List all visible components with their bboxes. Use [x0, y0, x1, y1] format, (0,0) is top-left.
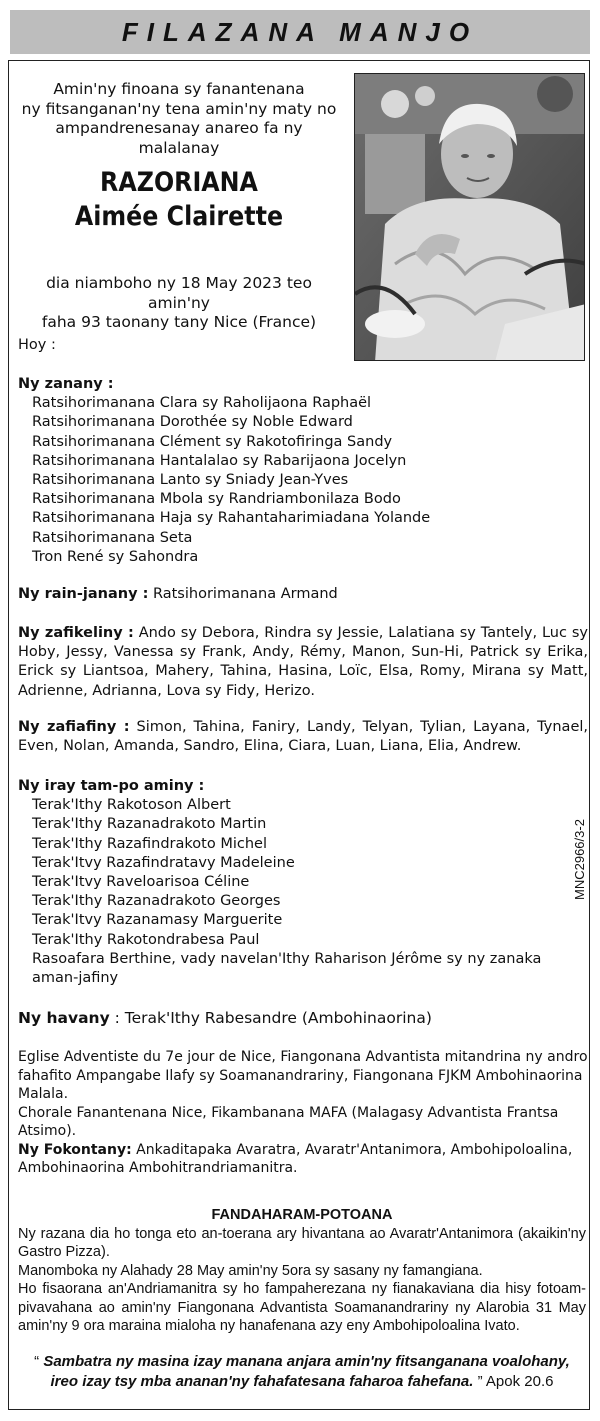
list-item: Ratsihorimanana Clément sy Rakotofiringa Sandy [32, 433, 393, 450]
death-line: faha 93 taonany tany Nice (France) [41, 313, 317, 331]
intro-line: ny fitsanganan'ny tena amin'ny maty no [21, 99, 337, 118]
choirs-text: Chorale Fanantenana Nice, Fikambanana MAFA (Malagasy Advantista Frantsa Atsimo). [18, 1104, 559, 1139]
list-item: Ratsihorimanana Hantalalao sy Rabarijaona Jocelyn [32, 452, 407, 469]
list-item: Terak'Ithy Rakotoson Albert [32, 797, 231, 814]
list-item: Terak'Ithy Razafindrakoto Michel [32, 835, 267, 852]
list-item: Ratsihorimanana Clara sy Raholijaona Raphaël [32, 395, 372, 412]
grandchildren-section [18, 624, 588, 701]
churches-text: Eglise Adventiste du 7e jour de Nice, Fiangonana Advantista mitandrina ny andro fahafito Ampangabe Ilafy sy Soamanandrariny, Fiangonana FJKM Ambohinaorina Malala. [18, 1049, 588, 1102]
in-laws-section [18, 585, 588, 604]
siblings-section [18, 777, 573, 988]
portrait-image [355, 74, 585, 361]
in-laws-text: Ratsihorimanana Armand [148, 586, 338, 602]
fokontany-paragraph [18, 1141, 588, 1178]
list-item: Terak'Itvy Razanamasy Marguerite [32, 912, 283, 929]
list-item: Ratsihorimanana Mbola sy Randriambonilaza Bodo [32, 491, 401, 508]
list-item: Terak'Ithy Rakotondrabesa Paul [32, 931, 260, 948]
reference-code: MNC2966/3-2 [572, 819, 587, 900]
list-item: Tron René sy Sahondra [32, 548, 199, 565]
deceased-given-names: Aimée Clairette [74, 201, 284, 232]
in-laws-label: Ny rain-janany : [18, 586, 149, 602]
quote-reference: Apok 20.6 [485, 1373, 554, 1390]
grandchildren-label: Ny zafikeliny : [18, 625, 134, 641]
program-section [18, 1206, 586, 1336]
siblings-label: Ny iray tam-po aminy : [18, 778, 205, 794]
intro-line: ampandrenesanay anareo fa ny malalanay [55, 119, 303, 157]
fokontany-text: Ankaditapaka Avaratra, Avaratr'Antanimora, Ambohipoloalina, Ambohinaorina Ambohitrandriamanitra. [18, 1141, 573, 1176]
hoy-label: Hoy : [18, 337, 56, 353]
list-item: Terak'Itvy Razafindratavy Madeleine [32, 854, 295, 871]
program-paragraph: Ho fisaorana an'Andriamanitra sy ho fampaherezana ny fianakaviana dia hisy fotoam-pivavahana ao amin'ny Fiangonana Advantista Soamanandrariny ny Alarobia 31 May amin'ny 9 ora maraina mialoha ny hanafenana azy eny Ambohipoloalina Ivato. [18, 1281, 586, 1334]
program-title: FANDAHARAM-POTOANA [211, 1207, 393, 1223]
community-section [18, 1048, 588, 1178]
program-paragraph: Manomboka ny Alahady 28 May amin'ny 5ora sy sasany ny famangiana. [18, 1262, 483, 1279]
death-notice [14, 274, 344, 333]
list-item: Ratsihorimanana Lanto sy Sniady Jean-Yves [32, 472, 349, 489]
list-item: Rasoafara Berthine, vady navelan'Ithy Raharison Jérôme sy ny zanaka aman-jafiny [32, 950, 542, 987]
list-item: Ratsihorimanana Seta [32, 529, 193, 546]
fokontany-label: Ny Fokontany: [18, 1141, 132, 1158]
list-item: Ratsihorimanana Dorothée sy Noble Edward [32, 414, 353, 431]
list-item: Terak'Ithy Razanadrakoto Georges [32, 893, 281, 910]
notice-header [10, 10, 590, 54]
deceased-photo [354, 73, 585, 361]
notice-title: FILAZANA MANJO [121, 16, 479, 47]
deceased-surname: RAZORIANA [100, 167, 258, 198]
great-grandchildren-label: Ny zafiafiny : [18, 719, 130, 735]
list-item: Ratsihorimanana Haja sy Rahantaharimiadana Yolande [32, 510, 431, 527]
relatives-label: Ny havany [18, 1009, 110, 1027]
intro-text [14, 80, 344, 158]
relatives-text: : Terak'Ithy Rabesandre (Ambohinaorina) [109, 1009, 432, 1027]
quote-line: Sambatra ny masina izay manana anjara amin'ny fitsanganana voalohany, [43, 1353, 570, 1370]
death-line: dia niamboho ny 18 May 2023 teo amin'ny [46, 274, 312, 312]
scripture-quote: “ Sambatra ny masina izay manana anjara amin'ny fitsanganana voalohany, ireo izay tsy mba ananan'ny fahafatesana faharoa fahefana. ” Apok 20.6 [34, 1353, 570, 1390]
list-item: Terak'Itvy Raveloarisoa Céline [32, 874, 250, 891]
grandchildren-text: Ando sy Debora, Rindra sy Jessie, Lalatiana sy Tantely, Luc sy Hoby, Jessy, Vanessa sy Frank, Andy, Rémy, Manon, Sun-Hi, Patrick sy Erika, Erick sy Liantsoa, Mahery, Tahina, Hasina, Loïc, Elsa, Romy, Mirana sy Matt, Adrienne, Adrianna, Lova sy Fidy, Herizo. [18, 625, 588, 699]
children-label: Ny zanany : [18, 376, 114, 392]
deceased-name [34, 166, 324, 234]
relatives-section [18, 1009, 588, 1028]
intro-line: Amin'ny finoana sy fanantenana [53, 80, 305, 98]
great-grandchildren-section [18, 718, 588, 756]
list-item: Terak'Ithy Razanadrakoto Martin [32, 816, 267, 833]
children-section [18, 375, 588, 567]
great-grandchildren-text: Simon, Tahina, Faniry, Landy, Telyan, Tylian, Layana, Tynael, Even, Nolan, Amanda, Sandro, Elina, Ciara, Luan, Liana, Elia, Andrew. [18, 719, 588, 755]
quote-line: ireo izay tsy mba ananan'ny fahafatesana faharoa fahefana. [50, 1373, 474, 1390]
program-paragraph: Ny razana dia ho tonga eto an-toerana ary hivantana ao Avaratr'Antanimora (akaikin'ny Gastro Pizza). [18, 1225, 586, 1260]
